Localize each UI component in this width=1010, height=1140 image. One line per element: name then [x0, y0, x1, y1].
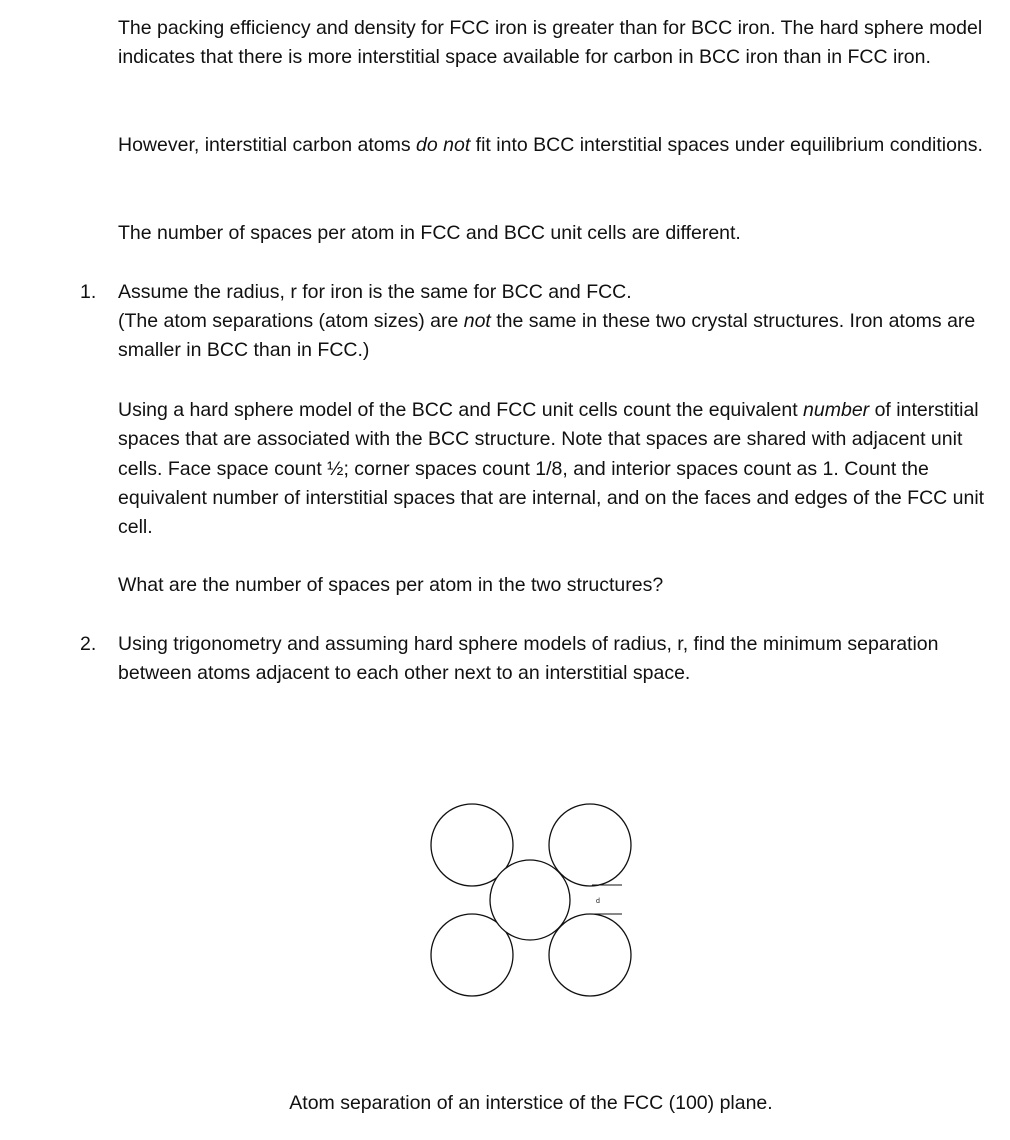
sep-text-end: the same in these two crystal structures. Iron atoms are smaller in BCC than in FCC.)	[118, 310, 976, 362]
item-1-question: What are the number of spaces per atom in the two structures?	[118, 574, 664, 596]
atom-center	[490, 860, 570, 940]
using-text-end: of interstitial spaces that are associated with the BCC structure. Note that spaces are shared with adjacent unit cells. Face space count ½; corner spaces count 1/8, and interior spaces count as 1. Count the equivalent number of interstitial spaces that are internal, and on the faces and edges of the FCC unit cell.	[118, 399, 985, 539]
however-emphasis: do not	[416, 134, 471, 156]
using-text-start: Using a hard sphere model of the BCC and FCC unit cells count the equivalent	[118, 399, 804, 421]
atom-bottom-right	[549, 914, 631, 996]
however-text-end: fit into BCC interstitial spaces under equilibrium conditions.	[470, 134, 983, 156]
figure-caption: Atom separation of an interstice of the FCC (100) plane.	[289, 1092, 773, 1114]
intro-paragraph: The packing efficiency and density for FCC iron is greater than for BCC iron. The hard sphere model indicates that there is more interstitial space available for carbon in BCC iron than in FCC iron.	[118, 17, 983, 69]
atom-top-right	[549, 804, 631, 886]
sep-text-start: (The atom separations (atom sizes) are	[118, 310, 464, 332]
spaces-paragraph: The number of spaces per atom in FCC and BCC unit cells are different.	[118, 222, 741, 244]
item-2-number: 2.	[80, 633, 97, 655]
item-1-number: 1.	[80, 281, 97, 303]
using-emphasis: number	[803, 399, 870, 421]
d-label: d	[596, 898, 600, 905]
however-text-start: However, interstitial carbon atoms	[118, 134, 417, 156]
item-2-text: Using trigonometry and assuming hard sphere models of radius, r, find the minimum separation between atoms adjacent to each other next to an interstitial space.	[118, 633, 939, 685]
item-1-assume: Assume the radius, r for iron is the same for BCC and FCC.	[118, 281, 632, 303]
sep-emphasis: not	[463, 310, 491, 332]
